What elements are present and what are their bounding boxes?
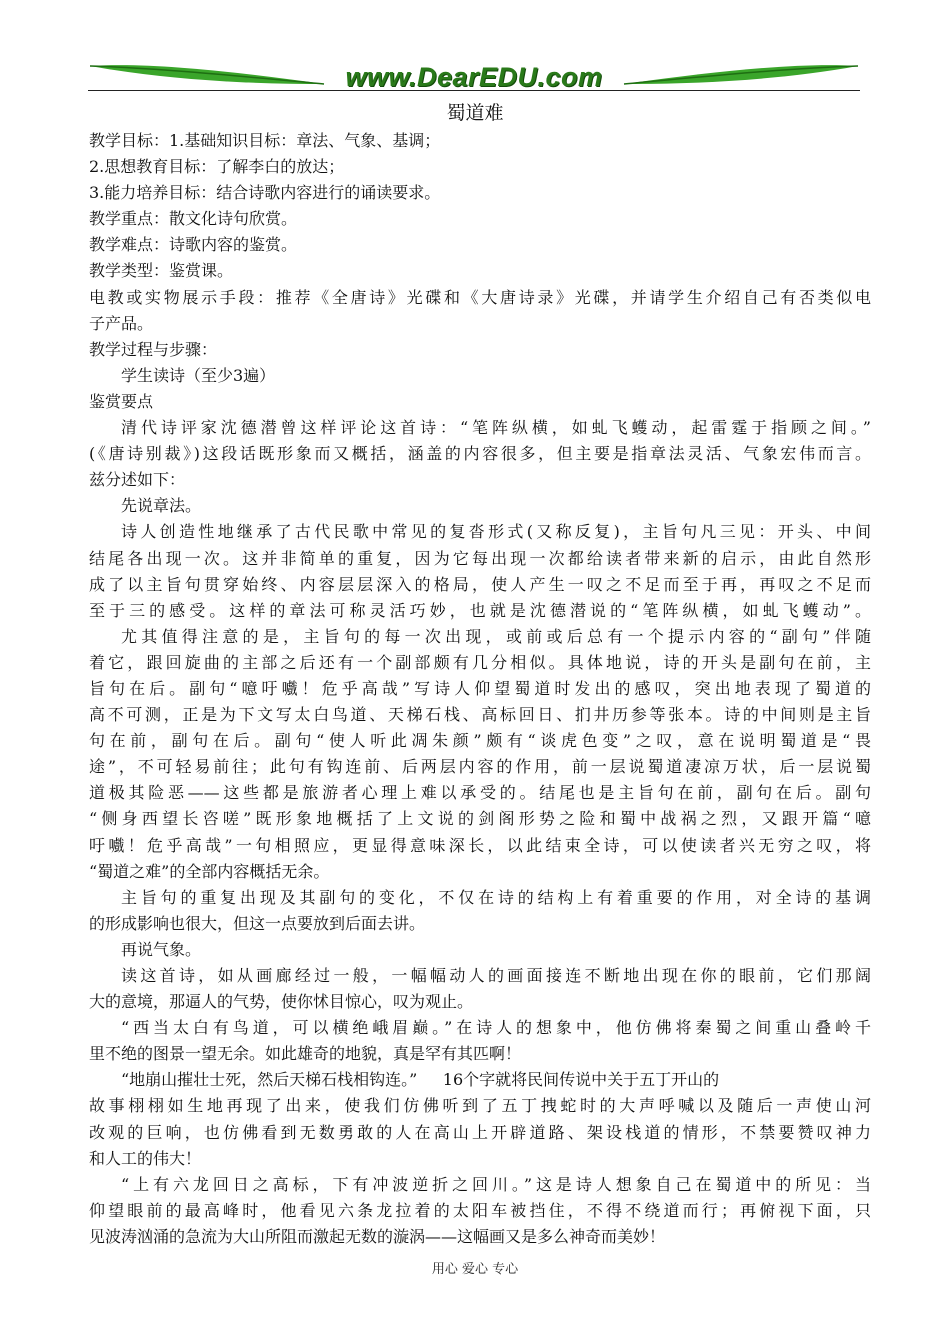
site-logo-text: www.DearEDU.com <box>345 62 603 92</box>
text-line: 尤其值得注意的是，主旨句的每一次出现，或前或后总有一个提示内容的“副句”伴随 <box>121 626 871 646</box>
text-line: 的形成影响也很大，但这一点要放到后面去讲。 <box>89 913 426 933</box>
text-line: 兹分述如下： <box>89 470 186 490</box>
text-line: 教学目标：1.基础知识目标：章法、气象、基调； <box>89 131 441 150</box>
text-line: 教学难点：诗歌内容的鉴赏。 <box>89 235 298 255</box>
text-line: 结尾各出现一次。这并非简单的重复，因为它每出现一次都给读者带来新的启示，由此自然形 <box>89 548 871 568</box>
text-line: 故事栩栩如生地再现了出来，使我们仿佛听到了五丁拽蛇时的大声呼喊以及随后一声使山河 <box>89 1096 871 1116</box>
text-line: “西当太白有鸟道，可以横绝峨眉巅。”在诗人的想象中，他仿佛将秦蜀之间重山叠岭千 <box>121 1018 871 1038</box>
text-line: 旨句在后。副句“噫吁嚱！危乎高哉”写诗人仰望蜀道时发出的感叹，突出地表现了蜀道的 <box>89 678 871 698</box>
page-footer: 用心 爱心 专心 <box>431 1262 519 1277</box>
text-line: 子产品。 <box>89 313 154 333</box>
text-line: 教学过程与步骤： <box>89 339 218 359</box>
text-line: 改观的巨响，也仿佛看到无数勇敢的人在高山上开辟道路、架设栈道的情形，不禁要赞叹神力 <box>89 1122 871 1142</box>
document-title: 蜀道难 <box>446 102 504 124</box>
text-line: 至于三的感受。这样的章法可称灵活巧妙，也就是沈德潜说的“笔阵纵横，如虬飞蠖动”。 <box>89 600 871 620</box>
text-line: “地崩山摧壮士死，然后天梯石栈相钩连。” 16个字就将民间传说中关于五丁开山的 <box>121 1070 720 1090</box>
text-line: 清代诗评家沈德潜曾这样评论这首诗：“笔阵纵横，如虬飞蠖动，起雷霆于指顾之间。” <box>121 418 871 438</box>
text-line: 成了以主旨句贯穿始终、内容层层深入的格局，使人产生一叹之不足而至于再，再叹之不足而 <box>89 574 871 594</box>
text-line: 主旨句的重复出现及其副句的变化，不仅在诗的结构上有着重要的作用，对全诗的基调 <box>121 887 871 907</box>
text-line: 着它，跟回旋曲的主部之后还有一个副部颇有几分相似。具体地说，诗的开头是副句在前，主 <box>89 652 871 672</box>
text-line: 里不绝的图景一望无余。如此雄奇的地貌，真是罕有其匹啊！ <box>89 1044 522 1064</box>
text-line: “上有六龙回日之高标，下有冲波逆折之回川。”这是诗人想象自己在蜀道中的所见：当 <box>121 1174 871 1194</box>
text-line: 电教或实物展示手段：推荐《全唐诗》光碟和《大唐诗录》光碟，并请学生介绍自己有否类似电 <box>89 287 871 307</box>
site-header-banner <box>88 58 860 98</box>
text-line: “侧身西望长咨嗟”既形象地概括了上文说的剑阁形势之险和蜀中战祸之烈，又跟开篇“噫 <box>89 809 871 829</box>
text-line: 读这首诗，如从画廊经过一般，一幅幅动人的画面接连不断地出现在你的眼前，它们那阔 <box>121 966 871 985</box>
text-line: 2.思想教育目标：了解李白的放达； <box>89 157 345 177</box>
text-line: 途”，不可轻易前往；此句有钩连前、后两层内容的作用，前一层说蜀道凄凉万状，后一层说蜀 <box>89 757 871 777</box>
text-line: 教学类型：鉴赏课。 <box>89 261 234 281</box>
header-divider <box>88 90 860 91</box>
text-line: 吁嚱！危乎高哉”一句相照应，更显得意味深长，以此结束全诗，可以使读者兴无穷之叹，将 <box>89 835 871 855</box>
text-line: 大的意境，那逼人的气势，使你怵目惊心，叹为观止。 <box>89 992 474 1012</box>
text-line: 句在前，副句在后。副句“使人听此凋朱颜”颇有“谈虎色变”之叹，意在说明蜀道是“畏 <box>89 731 871 751</box>
text-line: 先说章法。 <box>121 496 202 516</box>
text-line: 鉴赏要点 <box>89 391 154 411</box>
text-line: (《唐诗别裁》)这段话既形象而又概括，涵盖的内容很多，但主要是指章法灵活、气象宏伟而言。 <box>89 444 871 464</box>
text-line: 再说气象。 <box>121 939 202 959</box>
text-line: 道极其险恶——这些都是旅游者心理上难以承受的。结尾也是主旨句在前，副句在后。副句 <box>89 783 871 803</box>
text-line: 和人工的伟大！ <box>89 1148 202 1168</box>
text-line: 高不可测，正是为下文写太白鸟道、天梯石栈、高标回日、扪井历参等张本。诗的中间则是主旨 <box>89 705 871 725</box>
text-line: 诗人创造性地继承了古代民歌中常见的复沓形式(又称反复)，主旨句凡三见：开头、中间 <box>121 522 871 542</box>
document-body <box>89 128 871 1250</box>
text-line: 见波涛汹涌的急流为大山所阻而激起无数的漩涡——这幅画又是多么神奇而美妙！ <box>89 1226 666 1246</box>
text-line: 学生读诗（至少3遍） <box>121 365 276 385</box>
text-line: 仰望眼前的最高峰时，他看见六条龙拉着的太阳车被挡住，不得不绕道而行；再俯视下面，只 <box>89 1200 871 1220</box>
text-line: “蜀道之难”的全部内容概括无余。 <box>89 861 330 881</box>
text-line: 教学重点：散文化诗句欣赏。 <box>89 209 298 229</box>
text-line: 3.能力培养目标：结合诗歌内容进行的诵读要求。 <box>89 183 441 203</box>
